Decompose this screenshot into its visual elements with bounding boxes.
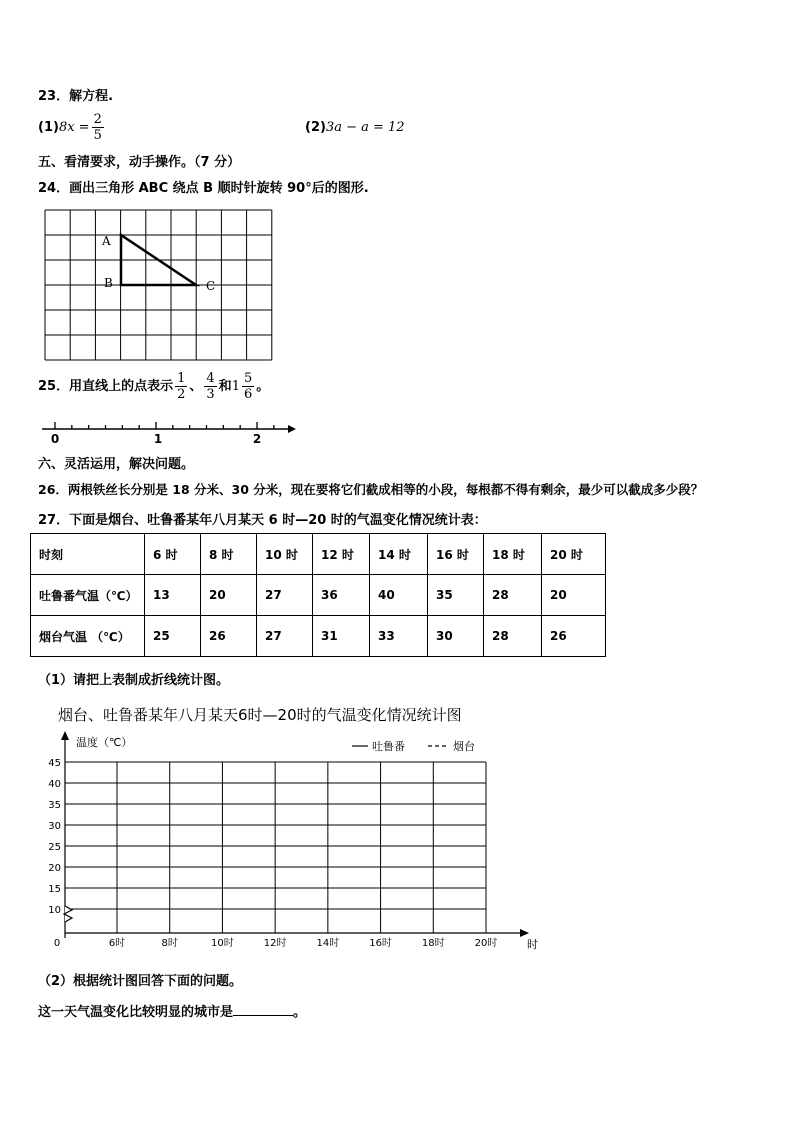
line-chart bbox=[40, 728, 540, 953]
y-tick-label: 35 bbox=[48, 800, 61, 811]
chart-title: 烟台、吐鲁番某年八月某天6时—20时的气温变化情况统计图 bbox=[58, 706, 462, 724]
label-a: A bbox=[102, 234, 111, 248]
legend-item-turpan: 吐鲁番 bbox=[372, 740, 405, 753]
q27-part-2: （2）根据统计图回答下面的问题。 bbox=[38, 974, 243, 989]
eq1-lhs: 8x = bbox=[58, 120, 90, 135]
table-header-cell: 16 时 bbox=[428, 534, 484, 575]
x-axis-label: 时 bbox=[527, 938, 538, 951]
table-header-cell: 时刻 bbox=[31, 534, 145, 575]
y-tick-label: 10 bbox=[48, 905, 61, 916]
y-axis-label: 温度（℃） bbox=[76, 736, 133, 749]
y-tick-label: 25 bbox=[48, 842, 61, 853]
number-line-label-1: 1 bbox=[153, 432, 163, 446]
table-header-cell: 6 时 bbox=[145, 534, 201, 575]
eq2-body: 3a − a = 12 bbox=[325, 120, 405, 135]
q25-fraction-2: $\frac{4}{3}$ bbox=[206, 371, 215, 402]
q25-and: 和 bbox=[218, 379, 232, 394]
x-tick-label: 12时 bbox=[263, 938, 287, 949]
table-cell: 26 bbox=[542, 616, 606, 657]
axis-break-icon bbox=[64, 906, 72, 922]
table-row bbox=[31, 616, 606, 657]
x-tick-label: 16时 bbox=[369, 938, 392, 949]
q27-question-text: 这一天气温变化比较明显的城市是 bbox=[38, 1005, 234, 1020]
table-header-cell: 20 时 bbox=[542, 534, 606, 575]
table-row bbox=[31, 575, 606, 616]
q25-mixed-whole: 1 bbox=[231, 379, 240, 394]
q23-equation-2 bbox=[305, 120, 405, 135]
table-cell: 28 bbox=[484, 616, 542, 657]
q25-prefix: 25．用直线上的点表示 bbox=[38, 379, 174, 394]
q27-part-1: （1）请把上表制成折线统计图。 bbox=[38, 673, 230, 688]
q25-separator: 、 bbox=[189, 379, 203, 394]
q23-title: 23．解方程. bbox=[38, 89, 114, 104]
table-cell: 40 bbox=[370, 575, 428, 616]
x-tick-label: 10时 bbox=[211, 938, 234, 949]
q25-end: 。 bbox=[256, 379, 270, 394]
q24-text: 24．画出三角形 ABC 绕点 B 顺时针旋转 90°后的图形. bbox=[38, 181, 369, 196]
table-cell: 30 bbox=[428, 616, 484, 657]
q26-text: 26．两根铁丝长分别是 18 分米、30 分米，现在要将它们截成相等的小段，每根都不得有剩余，最少可以截成多少段？ bbox=[38, 482, 704, 497]
q27-question bbox=[38, 1001, 306, 1020]
y-axis-arrow bbox=[61, 731, 69, 740]
table-header-cell: 8 时 bbox=[201, 534, 257, 575]
table-header-cell: 10 时 bbox=[257, 534, 313, 575]
table-cell: 28 bbox=[484, 575, 542, 616]
table-cell: 33 bbox=[370, 616, 428, 657]
x-tick-label: 8时 bbox=[161, 938, 178, 949]
number-line bbox=[40, 418, 300, 448]
table-header-cell: 14 时 bbox=[370, 534, 428, 575]
table-cell: 25 bbox=[145, 616, 201, 657]
y-tick-label: 45 bbox=[48, 758, 61, 769]
table-cell: 26 bbox=[201, 616, 257, 657]
table-header-cell: 18 时 bbox=[484, 534, 542, 575]
table-cell: 36 bbox=[313, 575, 370, 616]
table-cell: 20 bbox=[201, 575, 257, 616]
legend-item-yantai: 烟台 bbox=[453, 740, 475, 753]
x-tick-label: 20时 bbox=[474, 938, 498, 949]
label-c: C bbox=[206, 279, 216, 293]
table-cell: 31 bbox=[313, 616, 370, 657]
temperature-table bbox=[30, 533, 606, 657]
y-tick-label: 40 bbox=[48, 779, 61, 790]
x-tick-label: 14时 bbox=[316, 938, 340, 949]
table-cell: 35 bbox=[428, 575, 484, 616]
eq1-label: (1) bbox=[38, 120, 59, 135]
table-cell: 20 bbox=[542, 575, 606, 616]
x-tick-label: 18时 bbox=[421, 938, 445, 949]
section-5-heading: 五、看清要求，动手操作。（7 分） bbox=[38, 155, 241, 170]
eq2-label: (2) bbox=[305, 120, 326, 135]
q27-text: 27．下面是烟台、吐鲁番某年八月某天 6 时—20 时的气温变化情况统计表： bbox=[38, 513, 487, 528]
table-cell: 烟台气温 （℃） bbox=[31, 616, 145, 657]
table-header-row bbox=[31, 534, 606, 575]
table-cell: 27 bbox=[257, 616, 313, 657]
y-tick-label: 30 bbox=[48, 821, 61, 832]
number-line-label-2: 2 bbox=[252, 432, 262, 446]
q27-question-end: 。 bbox=[293, 1005, 307, 1020]
x-tick-label: 6时 bbox=[108, 938, 126, 949]
table-cell: 吐鲁番气温（℃） bbox=[31, 575, 145, 616]
x-axis-arrow bbox=[520, 929, 529, 937]
eq1-fraction: $\frac{2}{5}$ bbox=[93, 112, 102, 143]
number-line-label-0: 0 bbox=[50, 432, 60, 446]
q25-fraction-1: $\frac{1}{2}$ bbox=[177, 371, 186, 402]
label-b: B bbox=[104, 276, 113, 290]
origin-label: 0 bbox=[53, 938, 61, 949]
q25-text bbox=[38, 371, 269, 402]
table-cell: 27 bbox=[257, 575, 313, 616]
table-header-cell: 12 时 bbox=[313, 534, 370, 575]
y-tick-label: 20 bbox=[48, 863, 61, 874]
q23-equation-1 bbox=[38, 112, 106, 143]
rotation-grid bbox=[40, 205, 276, 365]
table-cell: 13 bbox=[145, 575, 201, 616]
q25-fraction-3: $\frac{5}{6}$ bbox=[243, 371, 253, 402]
y-tick-label: 15 bbox=[48, 884, 61, 895]
answer-blank[interactable] bbox=[233, 1003, 293, 1016]
section-6-heading: 六、灵活运用，解决问题。 bbox=[38, 457, 195, 472]
